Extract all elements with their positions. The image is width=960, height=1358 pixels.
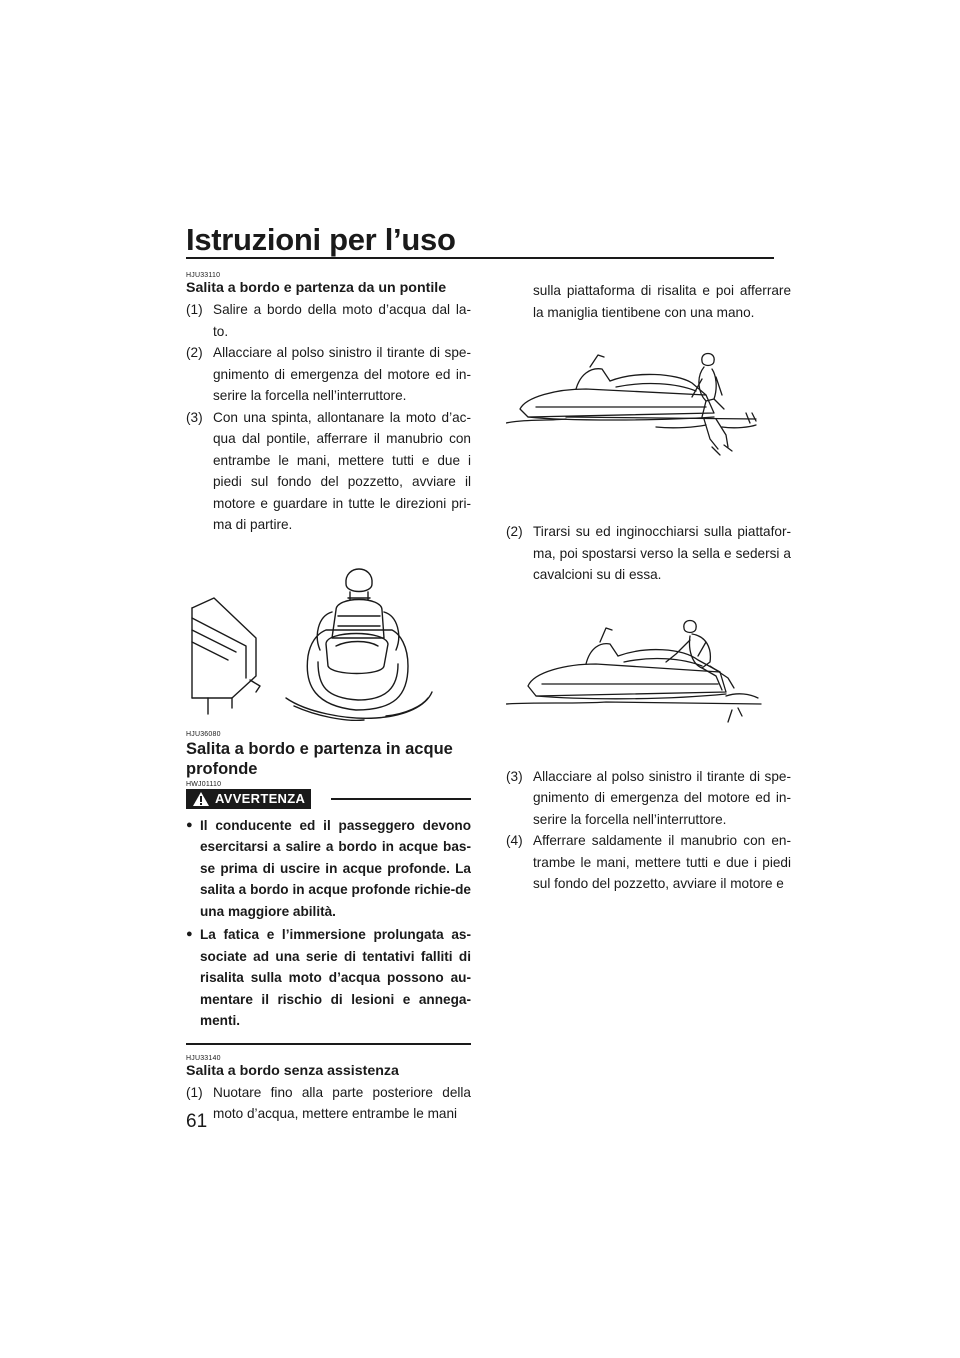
section-code: HJU33140 bbox=[186, 1054, 221, 1062]
step-text: Nuotare fino alla parte posteriore della moto d’acqua, mettere entrambe le mani bbox=[213, 1084, 471, 1121]
step-text: Allacciare al polso sinistro il tirante di spe-gnimento di emergenza del motore ed in-serire la forcella nell’interruttore. bbox=[533, 768, 791, 827]
step-number: (1) bbox=[186, 1084, 203, 1100]
step-item bbox=[186, 299, 471, 342]
warning-top-rule bbox=[331, 798, 471, 800]
page-title: Istruzioni per l’uso bbox=[186, 222, 456, 257]
dock-boarding-illustration bbox=[186, 546, 471, 721]
left-column bbox=[186, 272, 471, 1125]
step-item bbox=[186, 1082, 471, 1125]
step-text: Tirarsi su ed inginocchiarsi sulla piattafor-ma, poi spostarsi verso la sella e sedersi a cavalcioni su di essa. bbox=[533, 524, 791, 582]
kneeling-platform-illustration bbox=[506, 606, 791, 726]
page-number: 61 bbox=[186, 1111, 208, 1132]
warning-bottom-rule bbox=[186, 1043, 471, 1045]
step-item bbox=[186, 342, 471, 407]
step-number: (3) bbox=[186, 409, 203, 425]
right-column bbox=[506, 280, 791, 895]
warning-code: HWJ01110 bbox=[186, 780, 222, 788]
warning-body bbox=[186, 809, 471, 1032]
bullet-icon: ● bbox=[186, 818, 193, 831]
step-text: Salire a bordo della moto d’acqua dal la-to. bbox=[213, 302, 471, 339]
section-code: HJU33110 bbox=[186, 272, 221, 279]
step-text: Con una spinta, allontanare la moto d’ac-qua dal pontile, afferrare il manubrio con entrambe le mani, mettere tutti e due i piedi sul fondo del pozzetto, avviare il motore e guardare in tutte le direzioni pri-ma di partire. bbox=[213, 409, 471, 532]
warning-badge bbox=[186, 789, 311, 809]
step-number: (2) bbox=[186, 345, 203, 360]
step-item bbox=[506, 830, 791, 895]
step-item bbox=[506, 766, 791, 831]
warning-text: La fatica e l’immersione prolungata as-sociate ad una serie di tentativi falliti di risalita sulla moto d’acqua possono au-mentare il rischio di lesioni e annega-menti. bbox=[200, 927, 471, 1028]
warning-text: Il conducente ed il passeggero devono esercitarsi a salire a bordo in acque bas-se prima di uscire in acque profonde. La salita a bordo in acque profonde richie-de una maggiore abilità. bbox=[200, 817, 471, 919]
step-item bbox=[506, 521, 791, 586]
section-heading-unassisted: Salita a bordo senza assistenza bbox=[186, 1062, 399, 1079]
rear-boarding-illustration bbox=[506, 347, 791, 477]
step-number: (1) bbox=[186, 302, 203, 317]
bullet-icon: ● bbox=[186, 928, 193, 940]
section-code: HJU36080 bbox=[186, 730, 221, 738]
warning-label: AVVERTENZA bbox=[215, 790, 306, 806]
step-number: (4) bbox=[506, 833, 523, 848]
warning-item bbox=[186, 815, 471, 923]
step-item bbox=[186, 407, 471, 536]
section-heading-pontile: Salita a bordo e partenza da un pontile bbox=[186, 280, 447, 296]
warning-triangle-icon bbox=[192, 791, 210, 807]
section-heading-deep-water: Salita a bordo e partenza in acque profonde bbox=[186, 739, 453, 778]
step-number: (2) bbox=[506, 524, 523, 539]
warning-header bbox=[186, 789, 471, 809]
warning-item bbox=[186, 924, 471, 1032]
step-continuation: sulla piattaforma di risalita e poi afferrare la maniglia tientibene con una mano. bbox=[533, 283, 791, 320]
step-text: Allacciare al polso sinistro il tirante di spe-gnimento di emergenza del motore ed in-serire la forcella nell’interruttore. bbox=[213, 345, 471, 403]
title-rule bbox=[186, 257, 774, 259]
step-text: Afferrare saldamente il manubrio con en-trambe le mani, mettere tutti e due i piedi sul fondo del pozzetto, avviare il motore e bbox=[533, 833, 791, 891]
step-number: (3) bbox=[506, 768, 523, 784]
